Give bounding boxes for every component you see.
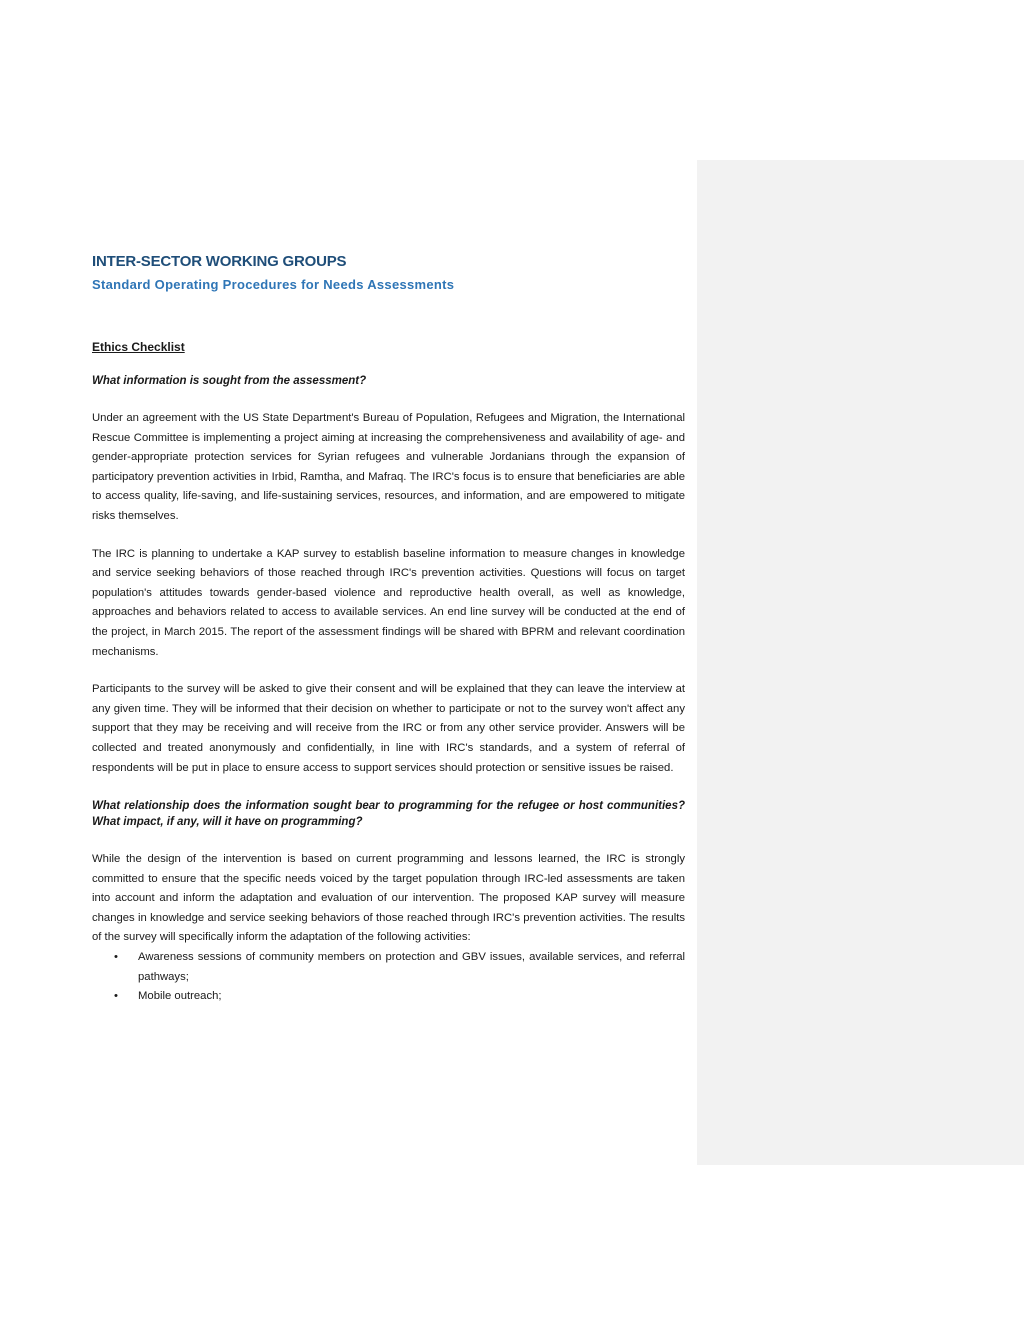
list-item	[114, 948, 685, 987]
comment-pane	[697, 160, 1024, 1165]
question-heading: What relationship does the information sought bear to programming for the refugee or host communities? What impact, if any, will it have on programming?	[92, 800, 685, 829]
section-heading: Ethics Checklist	[92, 340, 185, 354]
paragraph: Participants to the survey will be asked to give their consent and will be explained that they can leave the interview at any given time. They will be informed that their decision on whether to participate or not to the survey won't affect any support that they may be receiving and will receive from the IRC or from any other service provider. Answers will be collected and treated anonymously and confidentially, in line with IRC's standards, and a system of referral of respondents will be put in place to ensure access to support services should protection or sensitive issues be raised.	[92, 683, 685, 774]
paragraph: The IRC is planning to undertake a KAP survey to establish baseline information to measure changes in knowledge and service seeking behaviors of those reached through IRC's prevention activities. Questions will focus on target population's attitudes towards gender-based violence and reproductive health overall, as well as knowledge, approaches and behaviors related to access to available services. An end line survey will be conducted at the end of the project, in March 2015. The report of the assessment findings will be shared with BPRM and relevant coordination mechanisms.	[92, 547, 685, 658]
list-item-text: Awareness sessions of community members on protection and GBV issues, available services, and referral pathways;	[138, 951, 685, 983]
bullet-marker: •	[114, 990, 118, 1003]
paragraph: While the design of the intervention is based on current programming and lessons learned, the IRC is strongly committed to ensure that the specific needs voiced by the target population through IRC-led assessments are taken into account and inform the adaptation and evaluation of our intervention. The proposed KAP survey will measure changes in knowledge and service seeking behaviors of those reached through IRC's prevention activities. The results of the survey will specifically inform the adaptation of the following activities:	[92, 853, 685, 944]
list-item	[114, 987, 685, 1007]
question-heading: What information is sought from the assessment?	[92, 375, 367, 387]
paragraph: Under an agreement with the US State Department's Bureau of Population, Refugees and Migration, the International Rescue Committee is implementing a project aiming at increasing the comprehensiveness and availability of age- and gender-appropriate protection services for Syrian refugees and vulnerable Jordanians through the expansion of participatory prevention activities in Irbid, Ramtha, and Mafraq. The IRC's focus is to ensure that beneficiaries are able to access quality, life-saving, and life-sustaining services, resources, and information, and are empowered to mitigate risks themselves.	[92, 412, 685, 522]
document-title: INTER-SECTOR WORKING GROUPS	[92, 253, 347, 270]
document-subtitle: Standard Operating Procedures for Needs Assessments	[92, 277, 455, 292]
list-item-text: Mobile outreach;	[138, 990, 222, 1003]
bullet-marker: •	[114, 951, 118, 964]
bullet-list	[92, 948, 685, 1007]
document-body	[92, 252, 685, 1007]
